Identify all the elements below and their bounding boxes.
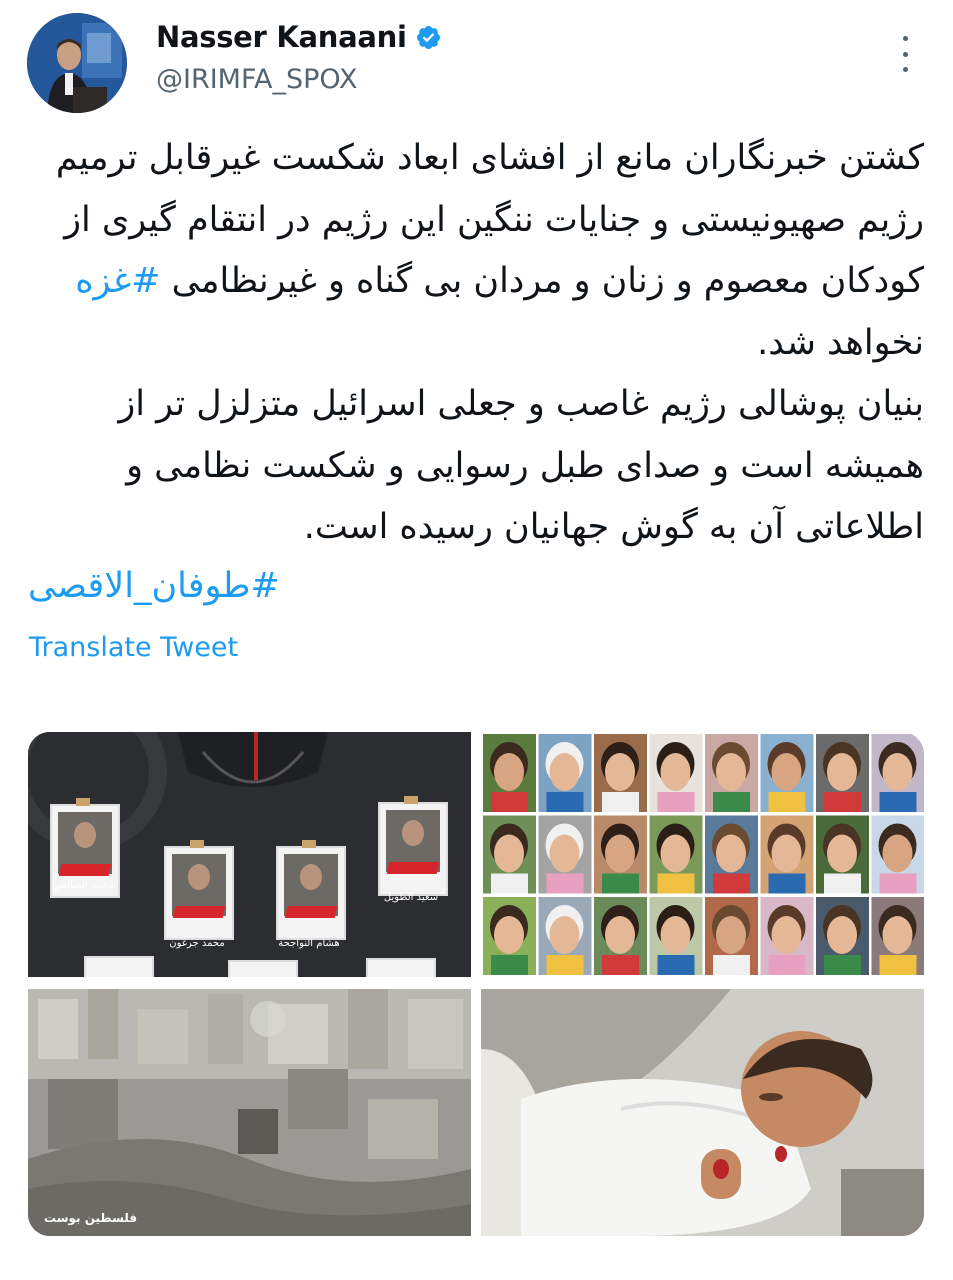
- child-face: [605, 916, 635, 954]
- child-shirt: [547, 874, 584, 894]
- journalist-name: محمد الصالحي: [52, 880, 114, 891]
- child-shirt: [713, 955, 750, 975]
- journalist-tag: [387, 862, 440, 874]
- child-face: [772, 916, 802, 954]
- destruction-watermark: فلسطين بوست: [44, 1211, 138, 1225]
- pin: [302, 840, 316, 848]
- child-face: [716, 916, 746, 954]
- child-shirt: [491, 874, 528, 894]
- child-shirt: [769, 874, 806, 894]
- child-face: [605, 835, 635, 873]
- child-face: [883, 835, 913, 873]
- child-shirt: [824, 792, 861, 812]
- translate-tweet-link[interactable]: Translate Tweet: [29, 632, 239, 663]
- child-face: [716, 835, 746, 873]
- child-shirt: [713, 874, 750, 894]
- name-row: [156, 20, 442, 54]
- child-shirt: [602, 874, 639, 894]
- child-shirt: [547, 955, 584, 975]
- child-face: [494, 916, 524, 954]
- media-injured-child-image[interactable]: [481, 989, 924, 1236]
- child-shirt: [658, 874, 695, 894]
- child-shirt: [602, 955, 639, 975]
- hashtag-gaza-link[interactable]: #غزه: [75, 261, 161, 301]
- journalist-card: [84, 956, 154, 977]
- child-face: [550, 753, 580, 791]
- author-handle[interactable]: @IRIMFA_SPOX: [156, 64, 358, 95]
- tweet-text-part: نخواهد شد.: [757, 322, 924, 363]
- child-shirt: [713, 792, 750, 812]
- media-destruction-image[interactable]: [28, 989, 471, 1236]
- child-face: [772, 835, 802, 873]
- child-shirt: [769, 955, 806, 975]
- journalist-card: [228, 960, 298, 977]
- media-children-grid-image[interactable]: [481, 732, 924, 977]
- injured-child-scene: [481, 989, 924, 1236]
- destruction-scene: [28, 989, 471, 1236]
- child-face: [827, 835, 857, 873]
- child-shirt: [824, 955, 861, 975]
- journalist-name: محمد جرغون: [169, 938, 225, 949]
- child-shirt: [824, 874, 861, 894]
- journalist-name: سعيد الطويل: [383, 892, 439, 903]
- journalist-card: [164, 846, 234, 940]
- journalist-tag: [173, 906, 226, 918]
- journalist-card: [378, 802, 448, 896]
- more-dot: [903, 36, 908, 41]
- media-grid: [28, 732, 924, 1236]
- avatar[interactable]: [27, 13, 127, 113]
- child-face: [494, 753, 524, 791]
- children-grid: [481, 732, 924, 977]
- child-face: [550, 835, 580, 873]
- author-display-name[interactable]: Nasser Kanaani: [156, 20, 407, 54]
- avatar-image: [27, 13, 127, 113]
- child-face: [716, 753, 746, 791]
- pin: [404, 796, 418, 804]
- more-dot: [903, 52, 908, 57]
- child-shirt: [880, 874, 917, 894]
- child-face: [883, 916, 913, 954]
- child-face: [661, 916, 691, 954]
- media-journalists-image[interactable]: [28, 732, 471, 977]
- child-shirt: [658, 792, 695, 812]
- child-shirt: [769, 792, 806, 812]
- child-face: [494, 835, 524, 873]
- tweet-paragraph-1: [28, 128, 924, 374]
- journalist-card: [366, 958, 436, 977]
- journalist-card: [276, 846, 346, 940]
- tweet-header: [0, 0, 953, 120]
- verified-badge-icon: [415, 24, 442, 51]
- child-shirt: [880, 955, 917, 975]
- pin: [190, 840, 204, 848]
- child-shirt: [602, 792, 639, 812]
- child-face: [772, 753, 802, 791]
- child-shirt: [491, 955, 528, 975]
- tweet-text-part: کشتن خبرنگاران مانع از افشای ابعاد شکست غیرقابل ترمیم رژیم صهیونیستی و جنایات ننگین این رژیم در انتقام گیری از کودکان معصوم و زنان و مردان بی گناه و غیرنظامی: [55, 138, 924, 301]
- child-shirt: [547, 792, 584, 812]
- child-face: [550, 916, 580, 954]
- hashtag-al-aqsa-flood-link[interactable]: #طوفان_الاقصی: [28, 566, 280, 606]
- child-face: [605, 753, 635, 791]
- child-face: [827, 916, 857, 954]
- child-face: [661, 835, 691, 873]
- hashtag-line: [28, 556, 924, 616]
- tweet-paragraph-2: بنیان پوشالی رژیم غاصب و جعلی اسرائیل متزلزل تر از همیشه است و صدای طبل رسوایی و شکست نظامی و اطلاعاتی آن به گوش جهانیان رسیده است.: [118, 384, 924, 547]
- child-face: [883, 753, 913, 791]
- child-face: [827, 753, 857, 791]
- more-dot: [903, 67, 908, 72]
- child-shirt: [880, 792, 917, 812]
- more-options-icon[interactable]: [893, 36, 917, 72]
- child-face: [661, 753, 691, 791]
- journalist-tag: [59, 864, 112, 876]
- journalist-name: هشام النواجحة: [278, 938, 340, 949]
- tweet-text: [28, 128, 924, 559]
- pin: [76, 798, 90, 806]
- child-shirt: [658, 955, 695, 975]
- journalist-tag: [285, 906, 338, 918]
- child-shirt: [491, 792, 528, 812]
